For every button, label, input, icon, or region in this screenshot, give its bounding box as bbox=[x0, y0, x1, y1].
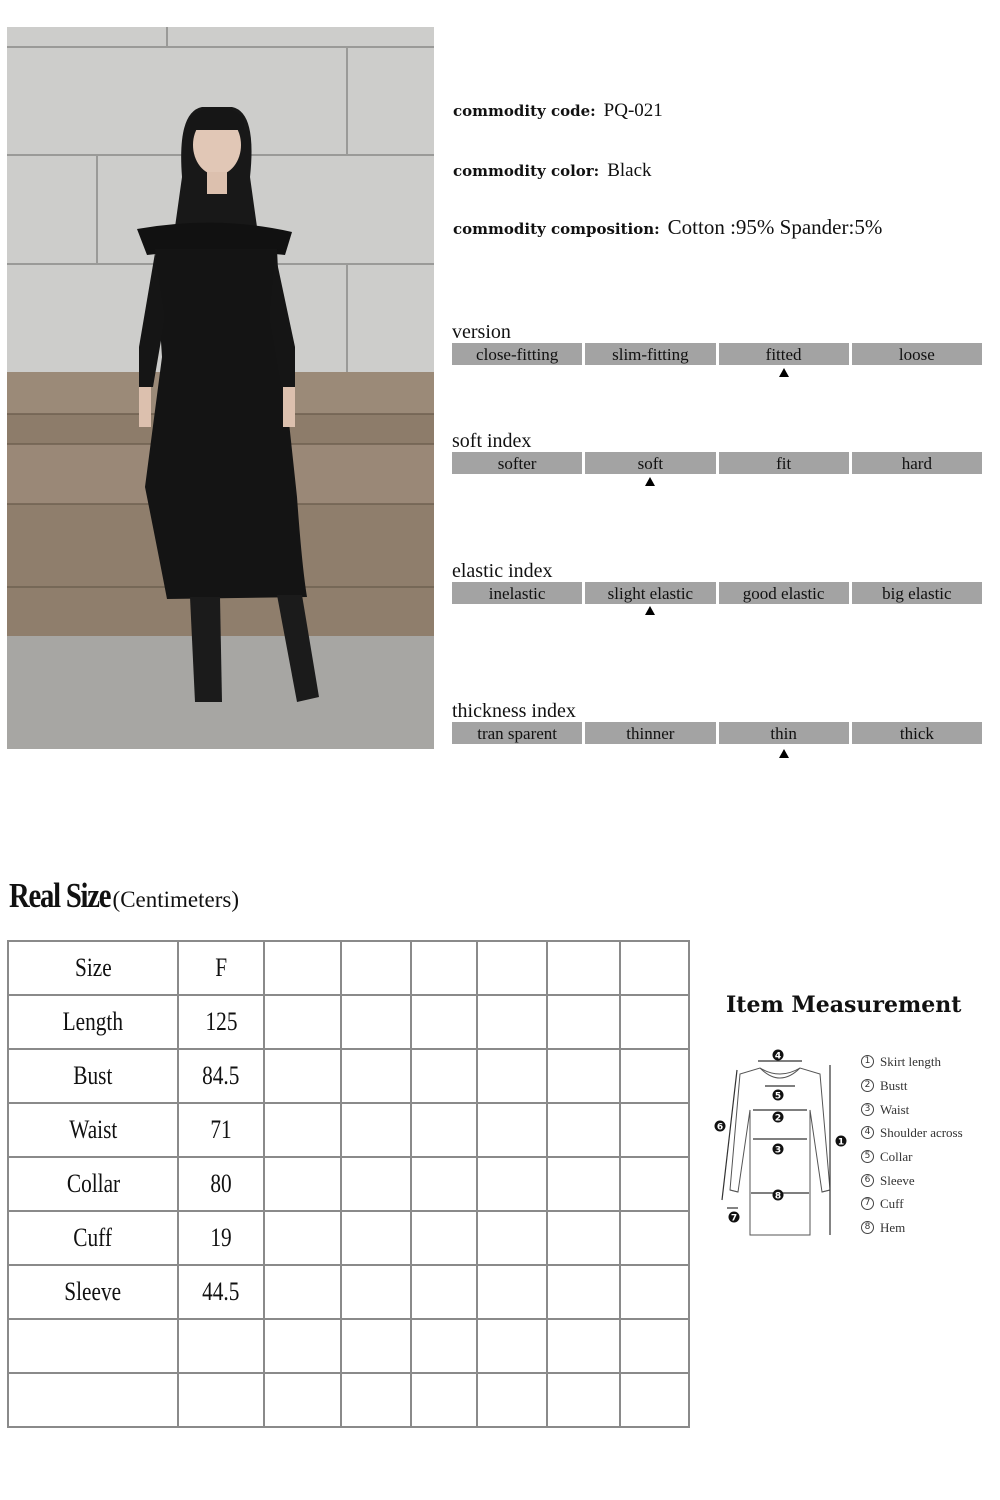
version-title: version bbox=[452, 321, 511, 343]
empty-cell bbox=[620, 941, 689, 995]
empty-cell bbox=[264, 1103, 341, 1157]
empty-cell bbox=[341, 1211, 411, 1265]
commodity-code-line bbox=[453, 100, 663, 122]
legend-number: 6 bbox=[861, 1174, 874, 1187]
empty-cell bbox=[547, 1157, 620, 1211]
empty-cell bbox=[547, 1103, 620, 1157]
legend-number: 7 bbox=[861, 1197, 874, 1210]
legend-item bbox=[861, 1168, 963, 1192]
empty-cell bbox=[547, 1049, 620, 1103]
empty-cell bbox=[264, 1157, 341, 1211]
thickness-index-option: thick bbox=[852, 722, 982, 744]
commodity-code-label: commodity code: bbox=[453, 102, 596, 120]
bust-label-cell: Bust bbox=[73, 1061, 113, 1090]
elastic-index-title: elastic index bbox=[452, 560, 553, 582]
empty-cell bbox=[620, 995, 689, 1049]
legend-item bbox=[861, 1216, 963, 1240]
table-cell bbox=[178, 941, 264, 995]
version-option: close-fitting bbox=[452, 343, 582, 365]
size-label-cell: Size bbox=[74, 953, 112, 982]
version-selected-marker bbox=[779, 368, 789, 377]
version-option: slim-fitting bbox=[585, 343, 715, 365]
diagram-marker-label: 4 bbox=[774, 1051, 782, 1062]
legend-number: 1 bbox=[861, 1055, 874, 1068]
empty-cell bbox=[411, 1157, 477, 1211]
real-size-title: Real Size bbox=[9, 876, 111, 915]
empty-cell bbox=[341, 1157, 411, 1211]
empty-cell bbox=[411, 1103, 477, 1157]
table-cell bbox=[8, 1049, 178, 1103]
soft-index-option: softer bbox=[452, 452, 582, 474]
size-table bbox=[7, 940, 690, 1428]
thickness-index-scale bbox=[452, 700, 982, 744]
empty-cell bbox=[411, 1265, 477, 1319]
empty-cell bbox=[341, 1373, 411, 1427]
diagram-marker-label: 5 bbox=[774, 1091, 782, 1102]
table-row bbox=[8, 1103, 689, 1157]
soft-index-selected-marker bbox=[645, 477, 655, 486]
collar-label-cell: Collar bbox=[66, 1169, 120, 1198]
table-cell bbox=[178, 995, 264, 1049]
version-option: loose bbox=[852, 343, 982, 365]
diagram-marker-label: 2 bbox=[774, 1113, 782, 1124]
legend-item bbox=[861, 1192, 963, 1216]
soft-index-title: soft index bbox=[452, 430, 532, 452]
empty-cell bbox=[264, 995, 341, 1049]
empty-cell bbox=[264, 1319, 341, 1373]
table-cell bbox=[178, 1103, 264, 1157]
empty-cell bbox=[264, 1211, 341, 1265]
diagram-marker-label: 8 bbox=[774, 1191, 782, 1202]
version-options bbox=[452, 343, 982, 365]
empty-cell bbox=[477, 995, 547, 1049]
real-size-heading bbox=[9, 876, 239, 916]
diagram-marker-label: 3 bbox=[774, 1145, 782, 1156]
diagram-marker-label: 6 bbox=[716, 1122, 724, 1133]
table-row bbox=[8, 1373, 689, 1427]
legend-item bbox=[861, 1121, 963, 1145]
table-row bbox=[8, 1049, 689, 1103]
cuff-value-cell: 19 bbox=[210, 1223, 232, 1252]
empty-cell bbox=[264, 1265, 341, 1319]
legend-label: Cuff bbox=[880, 1196, 904, 1212]
empty-cell bbox=[411, 1373, 477, 1427]
elastic-index-scale bbox=[452, 560, 982, 604]
table-row bbox=[8, 941, 689, 995]
elastic-index-option: slight elastic bbox=[585, 582, 715, 604]
empty-cell bbox=[8, 1373, 178, 1427]
empty-cell bbox=[477, 1049, 547, 1103]
empty-cell bbox=[620, 1373, 689, 1427]
table-cell bbox=[178, 1265, 264, 1319]
legend-label: Hem bbox=[880, 1220, 906, 1236]
legend-item bbox=[861, 1050, 963, 1074]
legend-number: 5 bbox=[861, 1150, 874, 1163]
empty-cell bbox=[477, 1211, 547, 1265]
table-cell bbox=[178, 1157, 264, 1211]
table-cell bbox=[178, 1211, 264, 1265]
empty-cell bbox=[477, 1265, 547, 1319]
table-cell bbox=[8, 941, 178, 995]
empty-cell bbox=[341, 941, 411, 995]
empty-cell bbox=[547, 941, 620, 995]
diagram-marker-label: 1 bbox=[837, 1137, 845, 1148]
table-cell bbox=[8, 1211, 178, 1265]
soft-index-option: soft bbox=[585, 452, 715, 474]
length-label-cell: Length bbox=[62, 1007, 124, 1036]
length-value-cell: 125 bbox=[205, 1007, 237, 1036]
empty-cell bbox=[620, 1211, 689, 1265]
empty-cell bbox=[341, 1265, 411, 1319]
soft-index-option: hard bbox=[852, 452, 982, 474]
soft-index-options bbox=[452, 452, 982, 474]
empty-cell bbox=[547, 1319, 620, 1373]
version-option: fitted bbox=[719, 343, 849, 365]
table-cell bbox=[8, 995, 178, 1049]
legend-label: Sleeve bbox=[880, 1172, 915, 1188]
commodity-composition-label: commodity composition: bbox=[453, 220, 660, 238]
empty-cell bbox=[411, 995, 477, 1049]
commodity-code-value: PQ-021 bbox=[603, 100, 663, 121]
empty-cell bbox=[178, 1373, 264, 1427]
legend-number: 2 bbox=[861, 1079, 874, 1092]
legend-label: Bustt bbox=[880, 1078, 908, 1094]
empty-cell bbox=[477, 1319, 547, 1373]
sleeve-value-cell: 44.5 bbox=[202, 1277, 240, 1306]
thickness-index-selected-marker bbox=[779, 749, 789, 758]
table-cell bbox=[178, 1049, 264, 1103]
empty-cell bbox=[477, 1157, 547, 1211]
table-cell bbox=[8, 1265, 178, 1319]
empty-cell bbox=[411, 1319, 477, 1373]
empty-cell bbox=[264, 941, 341, 995]
elastic-index-option: big elastic bbox=[852, 582, 982, 604]
legend-label: Skirt length bbox=[880, 1054, 942, 1070]
table-row bbox=[8, 995, 689, 1049]
legend-number: 3 bbox=[861, 1103, 874, 1116]
real-size-unit: (Centimeters) bbox=[112, 887, 240, 912]
table-row bbox=[8, 1319, 689, 1373]
empty-cell bbox=[547, 1373, 620, 1427]
elastic-index-options bbox=[452, 582, 982, 604]
empty-cell bbox=[477, 941, 547, 995]
empty-cell bbox=[620, 1103, 689, 1157]
legend-number: 4 bbox=[861, 1126, 874, 1139]
empty-cell bbox=[547, 1265, 620, 1319]
waist-value-cell: 71 bbox=[210, 1115, 232, 1144]
commodity-color-line bbox=[453, 160, 652, 182]
thickness-index-option: thin bbox=[719, 722, 849, 744]
empty-cell bbox=[264, 1049, 341, 1103]
elastic-index-option: inelastic bbox=[452, 582, 582, 604]
soft-index-scale bbox=[452, 430, 982, 474]
waist-label-cell: Waist bbox=[68, 1115, 118, 1144]
empty-cell bbox=[341, 1049, 411, 1103]
empty-cell bbox=[341, 1319, 411, 1373]
empty-cell bbox=[477, 1373, 547, 1427]
legend-number: 8 bbox=[861, 1221, 874, 1234]
diagram-marker-label: 7 bbox=[730, 1213, 738, 1224]
empty-cell bbox=[411, 1211, 477, 1265]
thickness-index-option: thinner bbox=[585, 722, 715, 744]
bust-value-cell: 84.5 bbox=[202, 1061, 240, 1090]
sleeve-label-cell: Sleeve bbox=[64, 1277, 122, 1306]
collar-value-cell: 80 bbox=[210, 1169, 232, 1198]
legend-item bbox=[861, 1145, 963, 1169]
empty-cell bbox=[264, 1373, 341, 1427]
elastic-index-option: good elastic bbox=[719, 582, 849, 604]
legend-label: Waist bbox=[880, 1101, 910, 1117]
legend-label: Shoulder across bbox=[880, 1125, 963, 1141]
garment-measurement-diagram bbox=[710, 1040, 855, 1245]
empty-cell bbox=[178, 1319, 264, 1373]
table-cell bbox=[8, 1103, 178, 1157]
empty-cell bbox=[341, 1103, 411, 1157]
commodity-color-value: Black bbox=[607, 160, 652, 181]
empty-cell bbox=[411, 1049, 477, 1103]
empty-cell bbox=[620, 1049, 689, 1103]
empty-cell bbox=[8, 1319, 178, 1373]
elastic-index-selected-marker bbox=[645, 606, 655, 615]
thickness-index-options bbox=[452, 722, 982, 744]
commodity-composition-line bbox=[453, 215, 882, 240]
empty-cell bbox=[547, 1211, 620, 1265]
empty-cell bbox=[341, 995, 411, 1049]
legend-item bbox=[861, 1074, 963, 1098]
table-cell bbox=[8, 1157, 178, 1211]
legend-item bbox=[861, 1097, 963, 1121]
empty-cell bbox=[620, 1265, 689, 1319]
table-row bbox=[8, 1265, 689, 1319]
thickness-index-title: thickness index bbox=[452, 700, 576, 722]
empty-cell bbox=[547, 995, 620, 1049]
soft-index-option: fit bbox=[719, 452, 849, 474]
commodity-color-label: commodity color: bbox=[453, 162, 600, 180]
table-row bbox=[8, 1211, 689, 1265]
empty-cell bbox=[411, 941, 477, 995]
empty-cell bbox=[620, 1157, 689, 1211]
cuff-label-cell: Cuff bbox=[73, 1223, 113, 1252]
measurement-legend bbox=[861, 1050, 963, 1240]
product-photo bbox=[7, 27, 434, 749]
thickness-index-option: tran sparent bbox=[452, 722, 582, 744]
empty-cell bbox=[477, 1103, 547, 1157]
version-scale bbox=[452, 321, 982, 365]
size-value-cell: F bbox=[215, 953, 227, 982]
table-row bbox=[8, 1157, 689, 1211]
commodity-composition-value: Cotton :95% Spander:5% bbox=[667, 215, 883, 239]
legend-label: Collar bbox=[880, 1149, 913, 1165]
item-measurement-title: Item Measurement bbox=[726, 992, 962, 1018]
empty-cell bbox=[620, 1319, 689, 1373]
